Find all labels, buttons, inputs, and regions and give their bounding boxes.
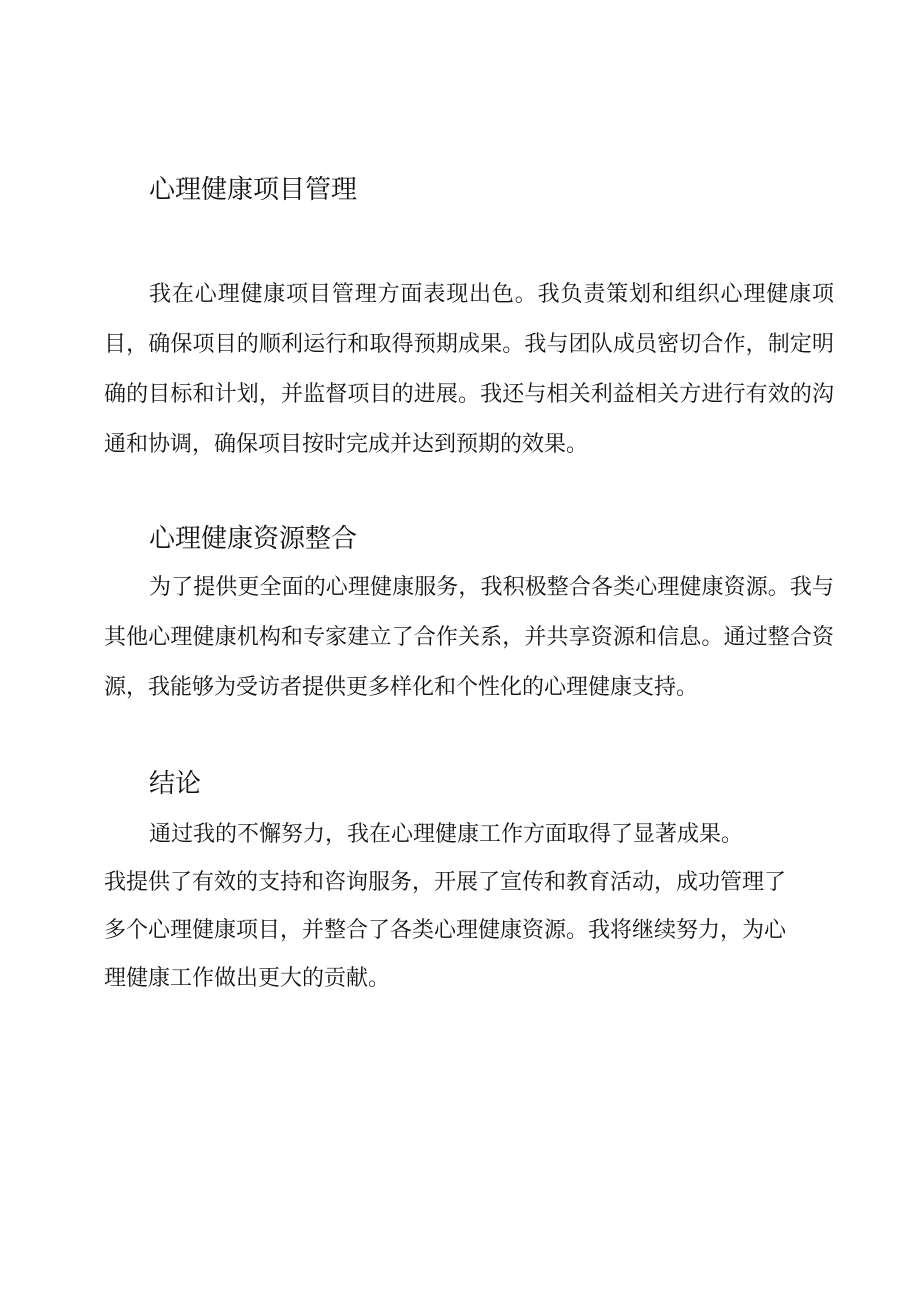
- conclusion-line: 理健康工作做出更大的贡献。: [104, 966, 391, 991]
- conclusion-line: 多个心理健康项目，并整合了各类心理健康资源。我将继续努力，为心: [104, 918, 787, 943]
- conclusion-line: 我提供了有效的支持和咨询服务，开展了宣传和教育活动，成功管理了: [104, 870, 787, 895]
- paragraph-project-management: 我在心理健康项目管理方面表现出色。我负责策划和组织心理健康项目，确保项目的顺利运行和取得预期成果。我与团队成员密切合作，制定明确的目标和计划，并监督项目的进展。我还与相关利益相关方进行有效的沟通和协调，确保项目按时完成并达到预期的效果。: [104, 282, 834, 457]
- section-heading-conclusion: 结论: [149, 769, 202, 799]
- conclusion-paragraph: [104, 820, 834, 1020]
- conclusion-line: 通过我的不懈努力，我在心理健康工作方面取得了显著成果。: [149, 822, 744, 847]
- section-heading-project-management: 心理健康项目管理: [149, 175, 358, 205]
- section-heading-resource-integration: 心理健康资源整合: [149, 524, 358, 554]
- paragraph-resource-integration: 为了提供更全面的心理健康服务，我积极整合各类心理健康资源。我与其他心理健康机构和专家建立了合作关系，并共享资源和信息。通过整合资源，我能够为受访者提供更多样化和个性化的心理健康支持。: [104, 575, 834, 700]
